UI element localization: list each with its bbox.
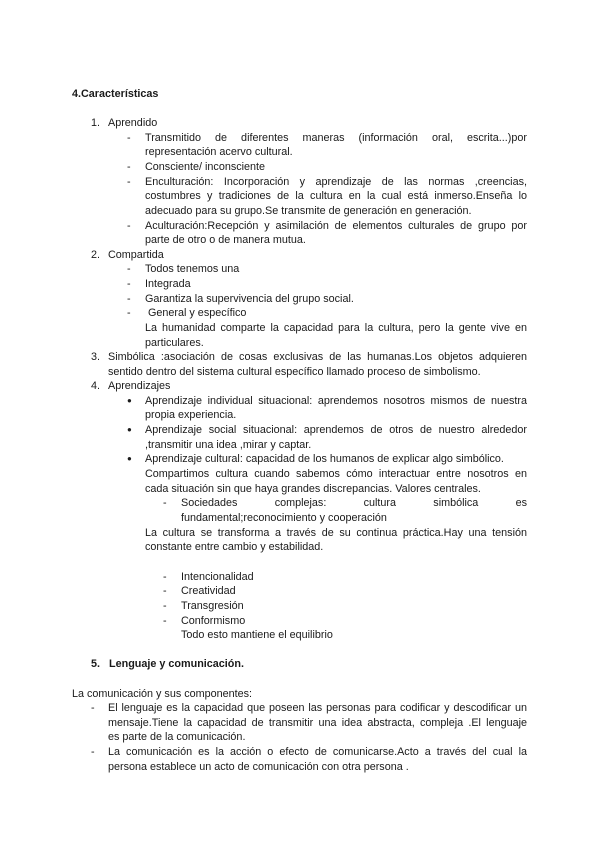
section-5-intro: La comunicación y sus componentes: — [72, 688, 253, 700]
aprendizajes-b3-line2: Compartimos cultura cuando sabemos cómo interactuar entre nosotros en — [145, 468, 527, 480]
aprendizajes-b1-line2: propia experiencia. — [145, 409, 237, 421]
list-number: 2. — [91, 249, 101, 261]
section-5-heading: 5. Lenguaje y comunicación. — [91, 658, 244, 670]
aprendido-sub1-line1: Transmitido de diferentes maneras (información oral, escrita...)por — [145, 132, 527, 144]
section-5-p2-line1: La comunicación es la acción o efecto de comunicarse.Acto a través del cual la — [108, 746, 527, 758]
list-number: 4. — [91, 380, 101, 392]
aprendizajes-b2-line1: Aprendizaje social situacional: aprendemos de otros de nuestro alrededor — [145, 424, 527, 436]
compartida-sub1: Todos tenemos una — [145, 263, 240, 275]
aprendido-sub2: Consciente/ inconsciente — [145, 161, 266, 173]
dash-marker: - — [163, 600, 167, 612]
dash-marker: - — [127, 307, 131, 319]
dash-marker: - — [127, 161, 131, 173]
aprendido-sub3-line3: adecuado para su grupo.Se transmite de generación en generación. — [145, 205, 472, 217]
simbolica-line1: Simbólica :asociación de cosas exclusivas de las humanas.Los objetos adquieren — [108, 351, 527, 363]
dash-marker: - — [163, 571, 167, 583]
dash-marker: - — [127, 263, 131, 275]
bullet-marker: ● — [127, 396, 132, 405]
section-5-p1-line2: mensaje.Tiene la capacidad de transmitir una idea abstracta, compleja .El lenguaje — [108, 717, 527, 729]
compartida-sub2: Integrada — [145, 278, 191, 290]
equilibrium-note: Todo esto mantiene el equilibrio — [181, 629, 333, 641]
dash-marker: - — [163, 615, 167, 627]
aprendizajes-b3-line1: Aprendizaje cultural: capacidad de los humanos de explicar algo simbólico. — [145, 453, 504, 465]
dash-marker: - — [127, 176, 131, 188]
compartida-sub4: General y específico — [148, 307, 247, 319]
item-aprendido-label: Aprendido — [108, 117, 158, 129]
bullet-marker: ● — [127, 425, 132, 434]
sociedades-line2: fundamental;reconocimiento y cooperación — [181, 512, 387, 524]
aprendido-sub3-line1: Enculturación: Incorporación y aprendizaje de las normas ,creencias, — [145, 176, 527, 188]
dash-marker: - — [163, 497, 167, 509]
aprendido-sub3-line2: costumbres y tradiciones de la cultura en la cual está inmerso.Enseña lo — [145, 190, 527, 202]
aprendizajes-b1-line1: Aprendizaje individual situacional: aprendemos nosotros mismos de nuestra — [145, 395, 527, 407]
dash-item-transgresion: Transgresión — [181, 600, 244, 612]
transform-line1: La cultura se transforma a través de su continua práctica.Hay una tensión — [145, 527, 527, 539]
dash-item-conformismo: Conformismo — [181, 615, 246, 627]
dash-marker: - — [127, 132, 131, 144]
dash-marker: - — [127, 278, 131, 290]
simbolica-line2: sentido dentro del sistema cultural específico llamado proceso de simbolismo. — [108, 366, 481, 378]
dash-item-creatividad: Creatividad — [181, 585, 236, 597]
section-5-p1-line1: El lenguaje es la capacidad que poseen las personas para codificar y descodificar un — [108, 702, 527, 714]
dash-marker: - — [91, 746, 95, 758]
dash-marker: - — [127, 293, 131, 305]
section-4-heading: 4.Características — [72, 88, 159, 100]
aprendizajes-b3-line3: cada situación sin que haya grandes discrepancias. Valores centrales. — [145, 483, 481, 495]
item-aprendizajes-label: Aprendizajes — [108, 380, 171, 392]
bullet-marker: ● — [127, 454, 132, 463]
compartida-note-line2: particulares. — [145, 337, 204, 349]
transform-line2: constante entre cambio y estabilidad. — [145, 541, 324, 553]
dash-marker: - — [163, 585, 167, 597]
aprendido-sub4-line2: parte de otro o de manera mutua. — [145, 234, 306, 246]
compartida-note-line1: La humanidad comparte la capacidad para la cultura, pero la gente vive en — [145, 322, 527, 334]
list-number: 1. — [91, 117, 101, 129]
aprendizajes-b2-line2: ,transmitir una idea ,mirar y captar. — [145, 439, 312, 451]
section-5-p2-line2: persona establece un acto de comunicación con otra persona . — [108, 761, 409, 773]
item-compartida-label: Compartida — [108, 249, 164, 261]
dash-marker: - — [91, 702, 95, 714]
section-5-p1-line3: es parte de la comunicación. — [108, 731, 246, 743]
aprendido-sub4-line1: Aculturación:Recepción y asimilación de elementos culturales de grupo por — [145, 220, 527, 232]
aprendido-sub1-line2: representación acervo cultural. — [145, 146, 293, 158]
list-number: 3. — [91, 351, 101, 363]
sociedades-line1: Sociedades complejas: cultura simbólica es — [181, 497, 527, 509]
dash-marker: - — [127, 220, 131, 232]
dash-item-intencionalidad: Intencionalidad — [181, 571, 254, 583]
compartida-sub3: Garantiza la supervivencia del grupo social. — [145, 293, 354, 305]
